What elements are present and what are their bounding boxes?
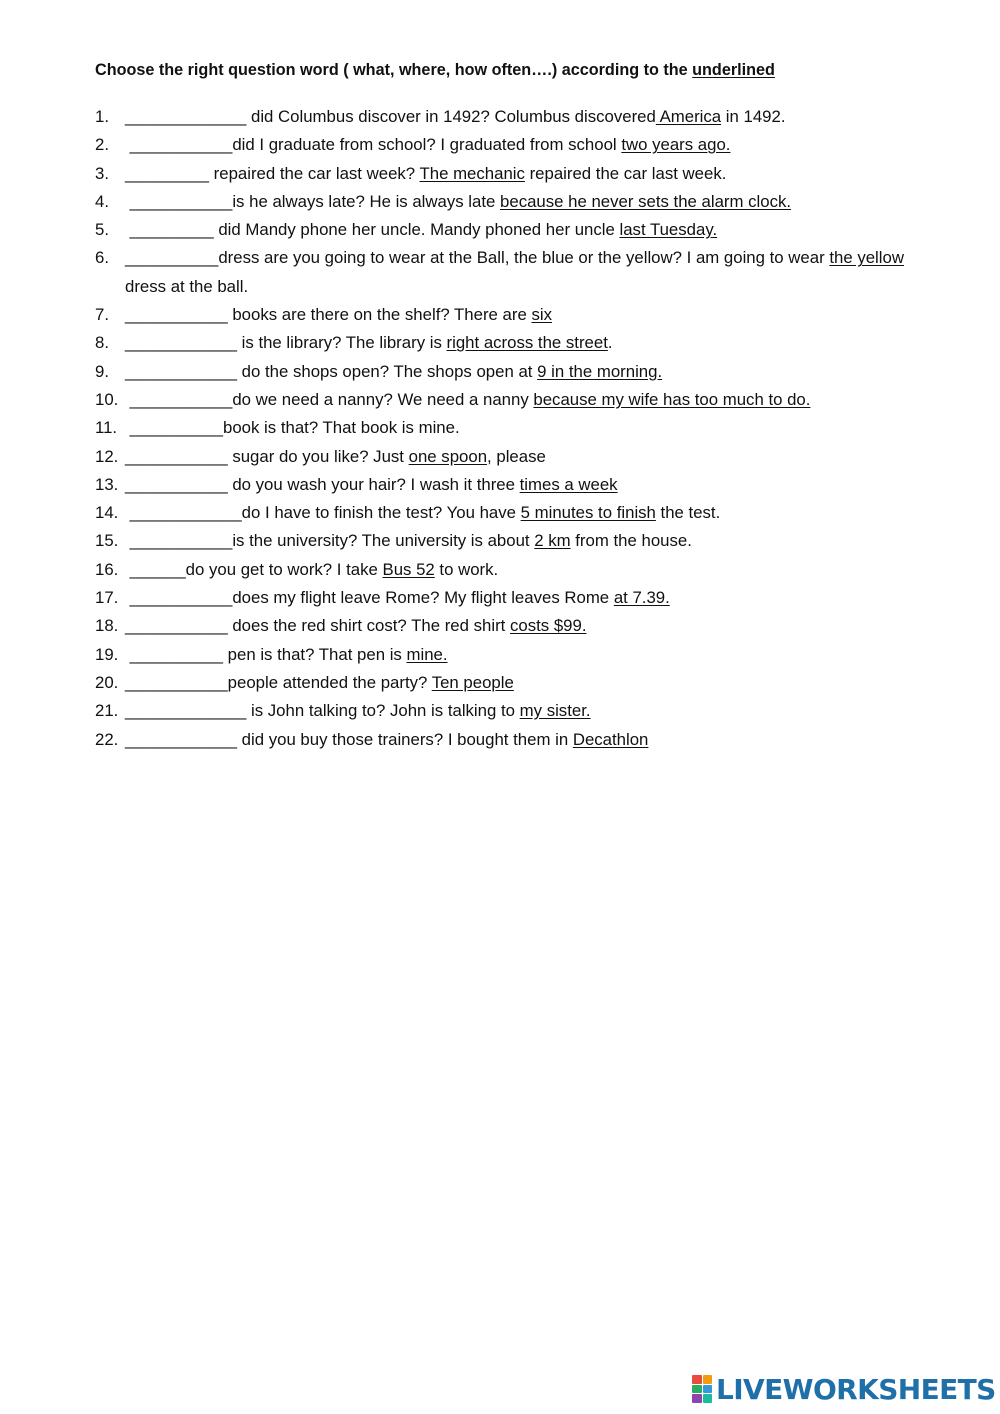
question-segment: ___________ books are there on the shelf? There are [125,305,532,325]
question-segment: to work. [434,559,499,579]
underlined-answer: America [655,107,722,126]
underlined-answer: Bus 52 [382,559,435,579]
question-item [95,414,940,442]
logo-square [703,1385,713,1394]
question-text [125,556,940,584]
question-text [125,301,940,329]
question-item [95,726,940,754]
question-number: 2. [95,135,109,155]
question-number: 16. [95,559,119,579]
question-segment: ____________do I have to finish the test? You have [125,503,521,523]
underlined-answer: right across the street [446,333,608,353]
question-text [125,358,940,386]
question-number: 12. [95,446,119,466]
underlined-answer: last Tuesday. [619,220,718,240]
underlined-answer: costs $99. [509,616,587,636]
logo-square [703,1375,713,1384]
question-segment: dress at the ball. [125,248,909,296]
question-segment: __________book is that? That book is mine. [125,418,460,438]
question-segment: __________dress are you going to wear at the Ball, the blue or the yellow? I am going to wear [125,248,830,268]
instruction-underlined: underlined [692,61,775,79]
question-text [125,612,940,640]
question-number: 10. [95,389,119,409]
question-number: 9. [95,361,109,381]
question-item [95,301,940,329]
question-item [95,160,940,188]
question-segment: __________ pen is that? That pen is [125,644,407,664]
logo-icon [692,1375,712,1403]
question-item [95,584,940,612]
question-item [95,131,940,159]
question-segment: _________ repaired the car last week? [125,163,420,183]
question-text [125,641,940,669]
question-text [125,103,940,131]
logo-square [692,1385,702,1394]
question-number: 14. [95,503,119,523]
question-segment: from the house. [570,531,692,551]
question-item [95,329,940,357]
instruction-text: Choose the right question word ( what, where, how often….) according to the [95,61,693,79]
worksheet-instruction [95,61,775,80]
question-item [95,471,940,499]
question-text [125,527,940,555]
question-segment: ___________is the university? The university is about [125,531,535,551]
question-text [125,726,940,754]
question-segment: ____________ did you buy those trainers? I bought them in [125,729,573,749]
question-item [95,386,940,414]
question-segment: ___________does my flight leave Rome? My flight leaves Rome [125,588,614,608]
underlined-answer: 9 in the morning. [537,361,663,381]
underlined-answer: 2 km [534,531,571,551]
question-number: 1. [95,107,109,126]
question-segment: repaired the car last week. [524,163,727,183]
question-number: 7. [95,305,109,325]
question-segment: ___________is he always late? He is always late [125,191,501,211]
question-item [95,103,940,131]
question-segment: , please [487,446,546,466]
question-text [125,669,940,697]
question-number: 21. [95,701,119,721]
underlined-answer: two years ago. [621,135,731,155]
question-text [125,443,940,471]
question-item [95,556,940,584]
underlined-answer: the yellow [829,248,904,268]
underlined-answer: because my wife has too much to do. [533,389,811,409]
question-item [95,612,940,640]
underlined-answer: mine. [406,644,448,664]
question-segment: ___________ do you wash your hair? I wash it three [125,474,520,494]
question-text [125,584,940,612]
underlined-answer: 5 minutes to finish [520,503,656,523]
logo-wordmark: LIVEWORKSHEETS [716,1372,996,1406]
question-item [95,641,940,669]
logo-square [703,1394,713,1403]
question-segment: ___________do we need a nanny? We need a nanny [125,389,534,409]
question-segment: . [607,333,613,353]
question-number: 3. [95,163,109,183]
question-segment: _________ did Mandy phone her uncle. Mandy phoned her uncle [125,220,620,240]
question-item [95,443,940,471]
question-item [95,527,940,555]
question-text [125,131,940,159]
question-number: 8. [95,333,109,353]
question-text [125,386,940,414]
question-number: 18. [95,616,119,636]
question-segment: ___________ sugar do you like? Just [125,446,409,466]
question-item [95,499,940,527]
question-item [95,188,940,216]
question-segment: ______do you get to work? I take [125,559,383,579]
question-segment: in 1492. [721,107,786,126]
question-number: 20. [95,672,119,692]
question-segment: the test. [655,503,721,523]
question-segment: _____________ did Columbus discover in 1492? Columbus discovered [125,107,656,126]
underlined-answer: The mechanic [419,163,525,183]
underlined-answer: at 7.39. [613,588,670,608]
question-text [125,160,940,188]
underlined-answer: one spoon [408,446,488,466]
question-number: 15. [95,531,119,551]
question-segment: ____________ is the library? The library is [125,333,447,353]
question-text [125,499,940,527]
underlined-answer: because he never sets the alarm clock. [500,191,792,211]
question-item [95,216,940,244]
underlined-answer: Decathlon [572,729,649,749]
question-text [125,697,940,725]
question-text [125,414,940,442]
question-text [125,471,940,499]
underlined-answer: Ten people [431,672,514,692]
underlined-answer: my sister. [519,701,591,721]
question-text [125,216,940,244]
liveworksheets-logo [692,1373,996,1405]
question-item [95,697,940,725]
question-item [95,244,940,301]
underlined-answer: six [531,305,552,325]
question-number: 5. [95,220,109,240]
question-segment: ___________people attended the party? [125,672,432,692]
question-number: 6. [95,248,109,268]
question-item [95,358,940,386]
question-number: 4. [95,191,109,211]
underlined-answer: times a week [519,474,618,494]
question-text [125,188,940,216]
question-item [95,669,940,697]
question-number: 13. [95,474,119,494]
question-segment: ____________ do the shops open? The shops open at [125,361,538,381]
question-segment: ___________did I graduate from school? I graduated from school [125,135,622,155]
question-list [95,103,940,754]
question-segment: ___________ does the red shirt cost? The red shirt [125,616,510,636]
question-number: 17. [95,588,119,608]
question-number: 19. [95,644,119,664]
question-segment: _____________ is John talking to? John is talking to [125,701,520,721]
logo-square [692,1394,702,1403]
logo-square [692,1375,702,1384]
question-number: 22. [95,729,119,749]
question-number: 11. [95,418,118,438]
question-text [125,329,940,357]
question-text [125,244,940,301]
